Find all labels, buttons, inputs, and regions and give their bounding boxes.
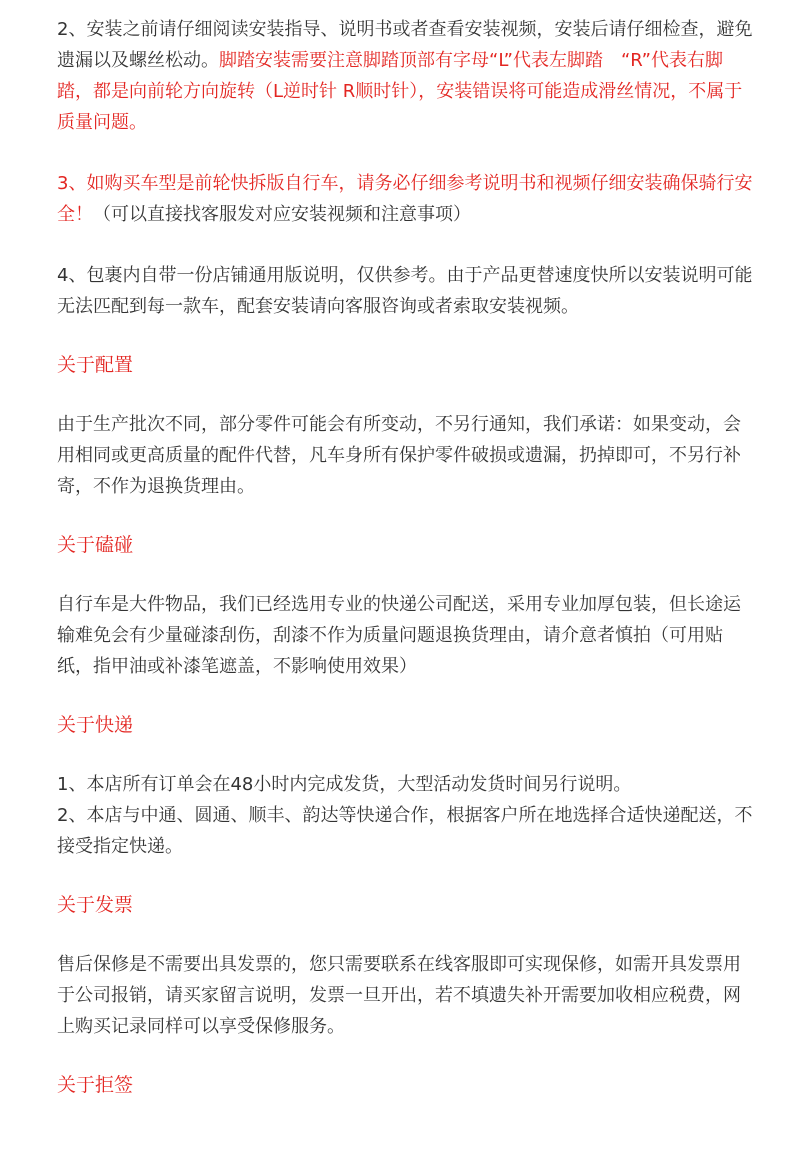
install-note-2-text: 2、安装之前请仔细阅读安装指导、说明书或者查看安装视频，安装后请仔细检查，避免遗漏以及螺丝松动。 [57,19,753,71]
document-body [57,14,757,1101]
install-note-4: 4、包裹内自带一份店铺通用版说明，仅供参考。由于产品更替速度快所以安装说明可能无法匹配到每一款车，配套安装请向客服咨询或者索取安装视频。 [57,265,753,317]
section-heading-refusal: 关于拒签 [57,1074,134,1096]
install-note-3-text: （可以直接找客服发对应安装视频和注意事项） [93,204,471,225]
pedal-warning: 脚踏安装需要注意脚踏顶部有字母“L”代表左脚踏 “R”代表右脚踏，都是向前轮方向旋转（L逆时针 R顺时针），安装错误将可能造成滑丝情况，不属于质量问题。 [57,50,743,133]
section-heading-shipping: 关于快递 [57,714,134,736]
section-heading-damage: 关于磕碰 [57,534,134,556]
install-note-3 [57,168,757,230]
install-note-2 [57,14,757,138]
quick-release-warning: 3、如购买车型是前轮快拆版自行车，请务必仔细参考说明书和视频仔细安装确保骑行安全！ [57,173,753,225]
config-text: 由于生产批次不同，部分零件可能会有所变动，不另行通知，我们承诺：如果变动，会用相同或更高质量的配件代替，凡车身所有保护零件破损或遗漏，扔掉即可，不另行补寄，不作为退换货理由。 [57,414,741,497]
section-heading-config: 关于配置 [57,354,134,376]
shipping-line-2: 2、本店与中通、圆通、顺丰、韵达等快递合作，根据客户所在地选择合适快递配送，不接受指定快递。 [57,805,753,857]
invoice-text: 售后保修是不需要出具发票的，您只需要联系在线客服即可实现保修，如需开具发票用于公司报销，请买家留言说明，发票一旦开出，若不填遗失补开需要加收相应税费，网上购买记录同样可以享受保修服务。 [57,954,741,1037]
section-heading-invoice: 关于发票 [57,894,134,916]
shipping-line-1: 1、本店所有订单会在48小时内完成发货，大型活动发货时间另行说明。 [57,774,632,795]
damage-text: 自行车是大件物品，我们已经选用专业的快递公司配送，采用专业加厚包装，但长途运输难免会有少量碰漆刮伤，刮漆不作为质量问题退换货理由，请介意者慎拍（可用贴纸，指甲油或补漆笔遮盖，不影响使用效果） [57,594,741,677]
